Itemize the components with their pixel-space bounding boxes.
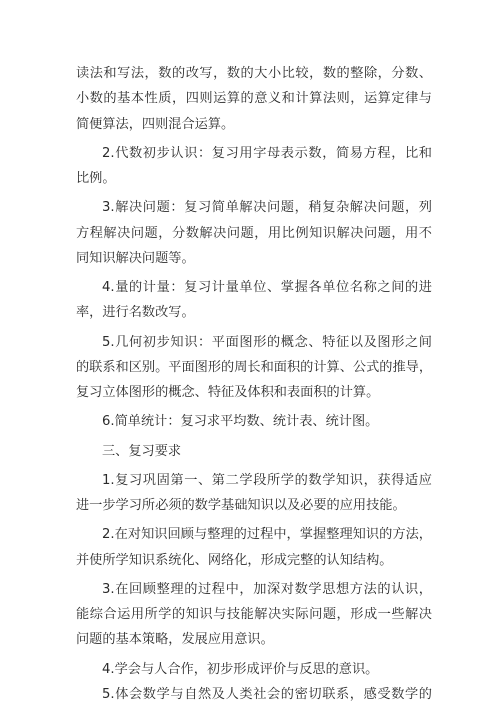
text-line: 2.在对知识回顾与整理的过程中，掌握整理知识的方法，: [102, 527, 432, 542]
text-line: 复习立体图形的概念、特征及体积和表面积的计算。: [76, 385, 380, 400]
text-line: 小数的基本性质，四则运算的意义和计算法则，运算定律与: [76, 91, 432, 106]
text-line: 6.简单统计：复习求平均数、统计表、统计图。: [102, 414, 379, 429]
text-line: 简便算法，四则混合运算。: [76, 117, 235, 132]
text-line: 的联系和区别。平面图形的周长和面积的计算、公式的推导，: [76, 360, 433, 375]
text-line: 比例。: [76, 171, 116, 186]
text-line: 同知识解决问题等。: [76, 251, 195, 266]
text-line: 读法和写法，数的改写，数的大小比较，数的整除，分数、: [76, 66, 432, 81]
text-line: 5.几何初步知识：平面图形的概念、特征以及图形之间: [102, 335, 432, 350]
text-line: 方程解决问题，分数解决问题，用比例知识解决问题，用不: [76, 226, 432, 241]
section-heading: 三、复习要求: [102, 444, 182, 459]
text-line: 3.解决问题：复习简单解决问题，稍复杂解决问题，列: [102, 200, 432, 215]
text-line: 5.体会数学与自然及人类社会的密切联系，感受数学的: [102, 687, 432, 702]
text-line: 1.复习巩固第一、第二学段所学的数学知识，获得适应: [102, 473, 432, 488]
text-line: 4.学会与人合作，初步形成评价与反思的意识。: [102, 662, 379, 677]
text-line: 并使所学知识系统化、网络化，形成完整的认知结构。: [76, 553, 393, 568]
text-line: 3.在回顾整理的过程中，加深对数学思想方法的认识，: [102, 582, 432, 597]
text-line: 率，进行名数改写。: [76, 305, 195, 320]
text-line: 进一步学习所必须的数学基础知识以及必要的应用技能。: [76, 498, 406, 513]
text-line: 4.量的计量：复习计量单位、掌握各单位名称之间的进: [102, 280, 432, 295]
text-line: 能综合运用所学的知识与技能解决实际问题，形成一些解决: [76, 607, 432, 622]
text-line: 问题的基本策略，发展应用意识。: [76, 632, 274, 647]
text-line: 2.代数初步认识：复习用字母表示数，简易方程，比和: [102, 146, 432, 161]
